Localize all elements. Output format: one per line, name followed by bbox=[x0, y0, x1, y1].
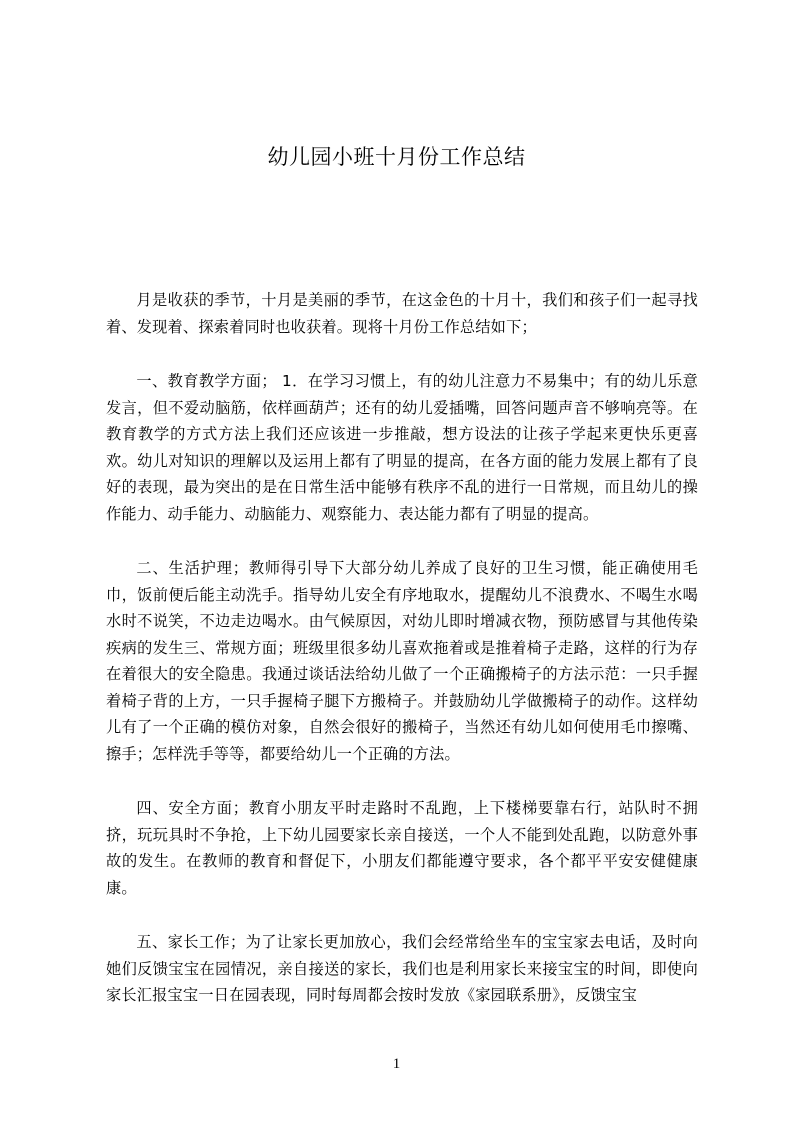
document-body bbox=[106, 287, 698, 1037]
paragraph-safety: 四、安全方面；教育小朋友平时走路时不乱跑，上下楼梯要靠右行，站队时不拥挤，玩玩具时不争抢，上下幼儿园要家长亲自接送，一个人不能到处乱跑，以防意外事故的发生。在教师的教育和督促下，小朋友们都能遵守要求，各个都平平安安健健康康。 bbox=[106, 799, 698, 897]
paragraph-intro: 月是收获的季节，十月是美丽的季节，在这金色的十月十，我们和孩子们一起寻找着、发现着、探索着同时也收获着。现将十月份工作总结如下； bbox=[106, 291, 698, 336]
paragraph-teaching: 一、教育教学方面； 1．在学习习惯上，有的幼儿注意力不易集中；有的幼儿乐意发言，但不爱动脑筋，依样画葫芦；还有的幼儿爱插嘴，回答问题声音不够响亮等。在教育教学的方式方法上我们还应该进一步推敲，想方设法的让孩子学起来更快乐更喜欢。幼儿对知识的理解以及运用上都有了明显的提高，在各方面的能力发展上都有了良好的表现，最为突出的是在日常生活中能够有秩序不乱的进行一日常规，而且幼儿的操作能力、动手能力、动脑能力、观察能力、表达能力都有了明显的提高。 bbox=[106, 372, 698, 523]
document-title: 幼儿园小班十月份工作总结 bbox=[267, 145, 526, 169]
paragraph-life-care: 二、生活护理；教师得引导下大部分幼儿养成了良好的卫生习惯，能正确使用毛巾，饭前便后能主动洗手。指导幼儿安全有序地取水，提醒幼儿不浪费水、不喝生水喝水时不说笑，不边走边喝水。由气候原因，对幼儿即时增减衣物，预防感冒与其他传染疾病的发生三、常规方面；班级里很多幼儿喜欢拖着或是推着椅子走路，这样的行为存在着很大的安全隐患。我通过谈话法给幼儿做了一个正确搬椅子的方法示范：一只手握着椅子背的上方，一只手握椅子腿下方搬椅子。并鼓励幼儿学做搬椅子的动作。这样幼儿有了一个正确的模仿对象，自然会很好的搬椅子，当然还有幼儿如何使用毛巾擦嘴、擦手；怎样洗手等等，都要给幼儿一个正确的方法。 bbox=[106, 559, 698, 763]
page-number: 1 bbox=[392, 1056, 401, 1072]
paragraph-parents: 五、家长工作；为了让家长更加放心，我们会经常给坐车的宝宝家去电话，及时向她们反馈宝宝在园情况，亲自接送的家长，我们也是利用家长来接宝宝的时间，即使向家长汇报宝宝一日在园表现，同时每周都会按时发放《家园联系册》，反馈宝宝 bbox=[106, 933, 698, 1004]
